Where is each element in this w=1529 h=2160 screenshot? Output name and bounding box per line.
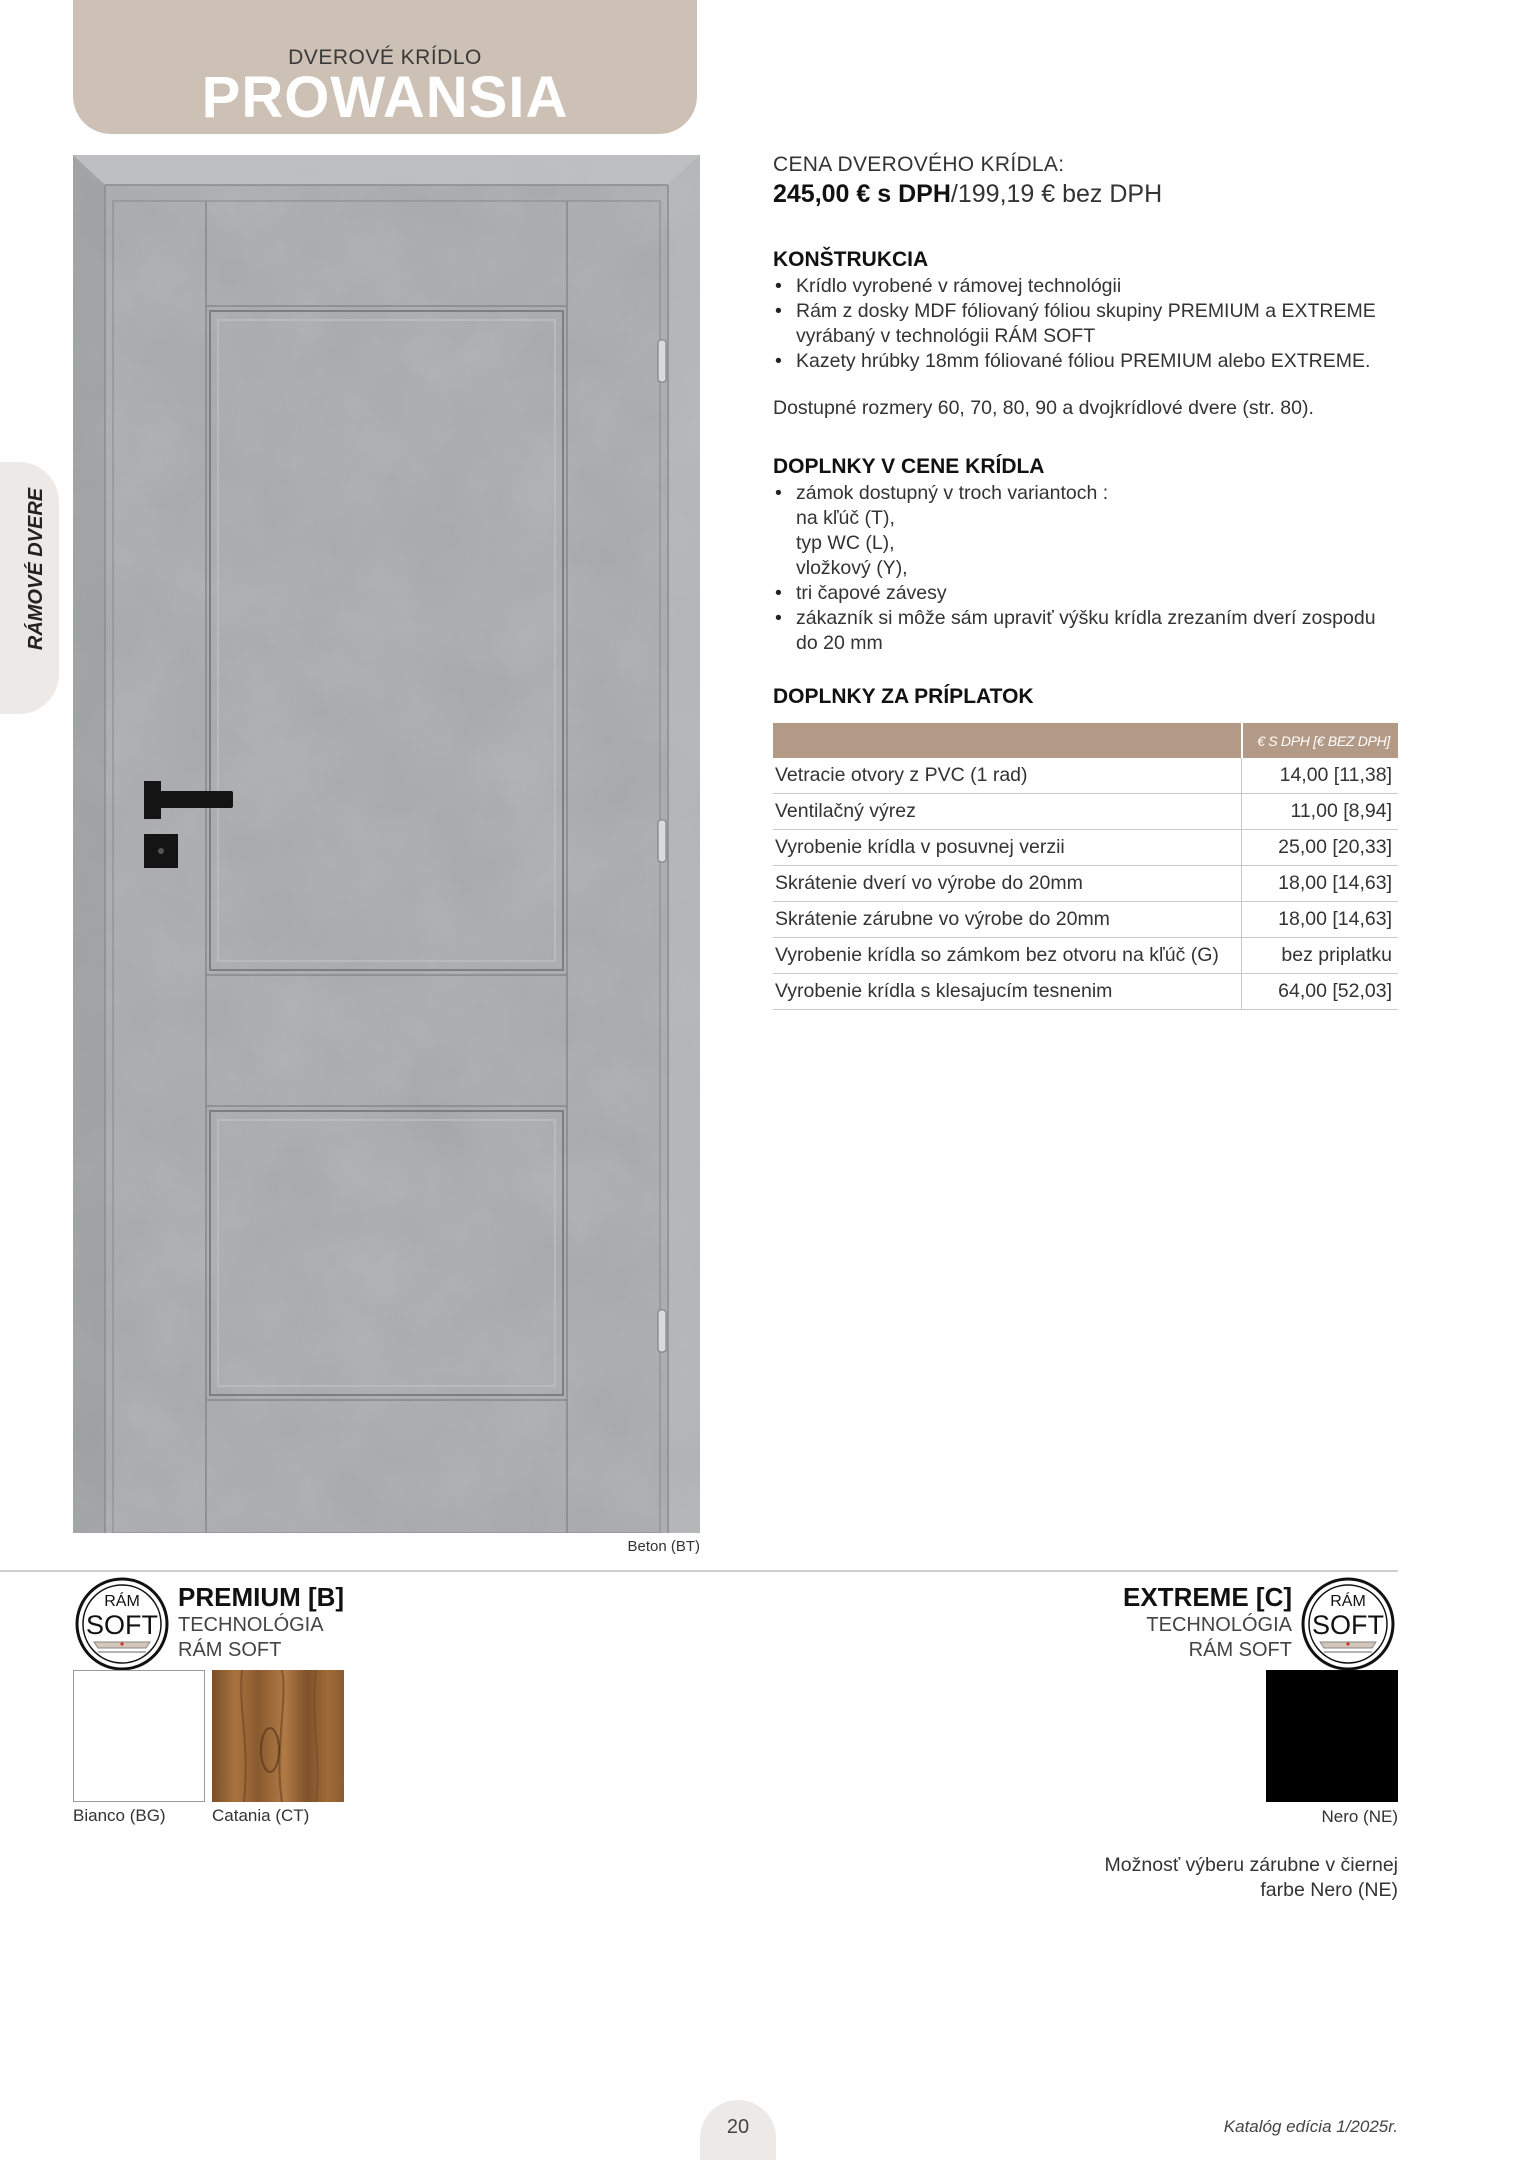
table-row <box>773 758 1398 794</box>
table-header-unit: € S DPH [€ BEZ DPH] <box>1242 723 1399 758</box>
catalog-edition: Katalóg edícia 1/2025r. <box>1223 2117 1398 2136</box>
table-row <box>773 974 1398 1010</box>
price-line <box>773 180 1162 209</box>
door-caption: Beton (BT) <box>627 1538 700 1555</box>
table-header-blank <box>773 723 1242 758</box>
svg-text:RÁM: RÁM <box>104 1593 140 1610</box>
premium-subtitle: TECHNOLÓGIA RÁM SOFT <box>178 1614 324 1661</box>
extras-table <box>773 723 1398 1010</box>
list-subitem: na kľúč (T), <box>796 507 895 529</box>
swatch-label: Catania (CT) <box>212 1806 310 1825</box>
included-title: DOPLNKY V CENE KRÍDLA <box>773 455 1045 478</box>
list-item: • Krídlo vyrobené v rámovej technológii <box>773 274 1413 299</box>
swatch-label: Bianco (BG) <box>73 1806 166 1825</box>
side-tab-label: RÁMOVÉ DVERE <box>25 487 47 651</box>
construction-title: KONŠTRUKCIA <box>773 248 929 271</box>
swatch-label: Nero (NE) <box>1321 1807 1398 1826</box>
swatch-nero <box>1266 1670 1398 1802</box>
row-name: Skrátenie dverí vo výrobe do 20mm <box>773 866 1242 902</box>
header-subtitle: DVEROVÉ KRÍDLO <box>288 46 482 69</box>
table-row <box>773 866 1398 902</box>
row-value: 18,00 [14,63] <box>1242 902 1399 938</box>
section-divider <box>0 1570 1398 1572</box>
row-value: bez priplatku <box>1242 938 1399 974</box>
row-value: 64,00 [52,03] <box>1242 974 1399 1010</box>
list-item: • tri čapové závesy <box>773 581 1413 606</box>
table-row <box>773 938 1398 974</box>
extreme-subtitle: TECHNOLÓGIA RÁM SOFT <box>1146 1614 1292 1661</box>
price-separator: / <box>950 180 958 208</box>
row-value: 14,00 [11,38] <box>1242 758 1399 794</box>
list-item: • zámok dostupný v troch variantoch : <box>773 481 1413 506</box>
extras-title: DOPLNKY ZA PRÍPLATOK <box>773 685 1034 708</box>
list-subitem: vložkový (Y), <box>796 557 908 579</box>
page-title: PROWANSIA <box>201 65 569 130</box>
row-name: Ventilačný výrez <box>773 794 1242 830</box>
row-name: Vyrobenie krídla v posuvnej verzii <box>773 830 1242 866</box>
row-name: Vyrobenie krídla s klesajucím tesnenim <box>773 974 1242 1010</box>
price-without-vat: 199,19 € bez DPH <box>957 180 1163 208</box>
price-with-vat: 245,00 € s DPH <box>773 180 951 208</box>
table-row <box>773 902 1398 938</box>
premium-title: PREMIUM [B] <box>178 1582 345 1612</box>
list-item: • Rám z dosky MDF fóliovaný fóliou skupiny PREMIUM a EXTREME vyrábaný v technológii RÁM SOFT <box>773 299 1413 349</box>
extreme-title: EXTREME [C] <box>1123 1582 1292 1612</box>
table-row <box>773 830 1398 866</box>
price-label: CENA DVEROVÉHO KRÍDLA: <box>773 153 1065 176</box>
ram-soft-logo-icon <box>74 1576 170 1672</box>
door-image <box>73 155 700 1533</box>
row-value: 18,00 [14,63] <box>1242 866 1399 902</box>
list-item: • Kazety hrúbky 18mm fóliované fóliou PREMIUM alebo EXTREME. <box>773 349 1413 374</box>
svg-text:RÁM: RÁM <box>1330 1593 1366 1610</box>
sizes-text: Dostupné rozmery 60, 70, 80, 90 a dvojkrídlové dvere (str. 80). <box>773 397 1314 419</box>
header-tab <box>73 0 697 134</box>
swatch-catania <box>212 1670 344 1802</box>
list-item: • zákazník si môže sám upraviť výšku krídla zrezaním dverí zospodu do 20 mm <box>773 606 1413 656</box>
row-name: Skrátenie zárubne vo výrobe do 20mm <box>773 902 1242 938</box>
row-name: Vetracie otvory z PVC (1 rad) <box>773 758 1242 794</box>
page-number: 20 <box>726 2116 750 2138</box>
list-subitem: typ WC (L), <box>796 532 895 554</box>
row-name: Vyrobenie krídla so zámkom bez otvoru na kľúč (G) <box>773 938 1242 974</box>
swatch-bianco <box>73 1670 205 1802</box>
row-value: 11,00 [8,94] <box>1242 794 1399 830</box>
frame-note: Možnosť výberu zárubne v čiernej farbe Nero (NE) <box>1104 1854 1398 1901</box>
row-value: 25,00 [20,33] <box>1242 830 1399 866</box>
included-list <box>773 481 1413 656</box>
table-row <box>773 794 1398 830</box>
svg-text:SOFT: SOFT <box>1312 1610 1384 1640</box>
svg-text:SOFT: SOFT <box>86 1610 158 1640</box>
construction-list <box>773 274 1413 374</box>
ram-soft-logo-icon <box>1300 1576 1396 1672</box>
